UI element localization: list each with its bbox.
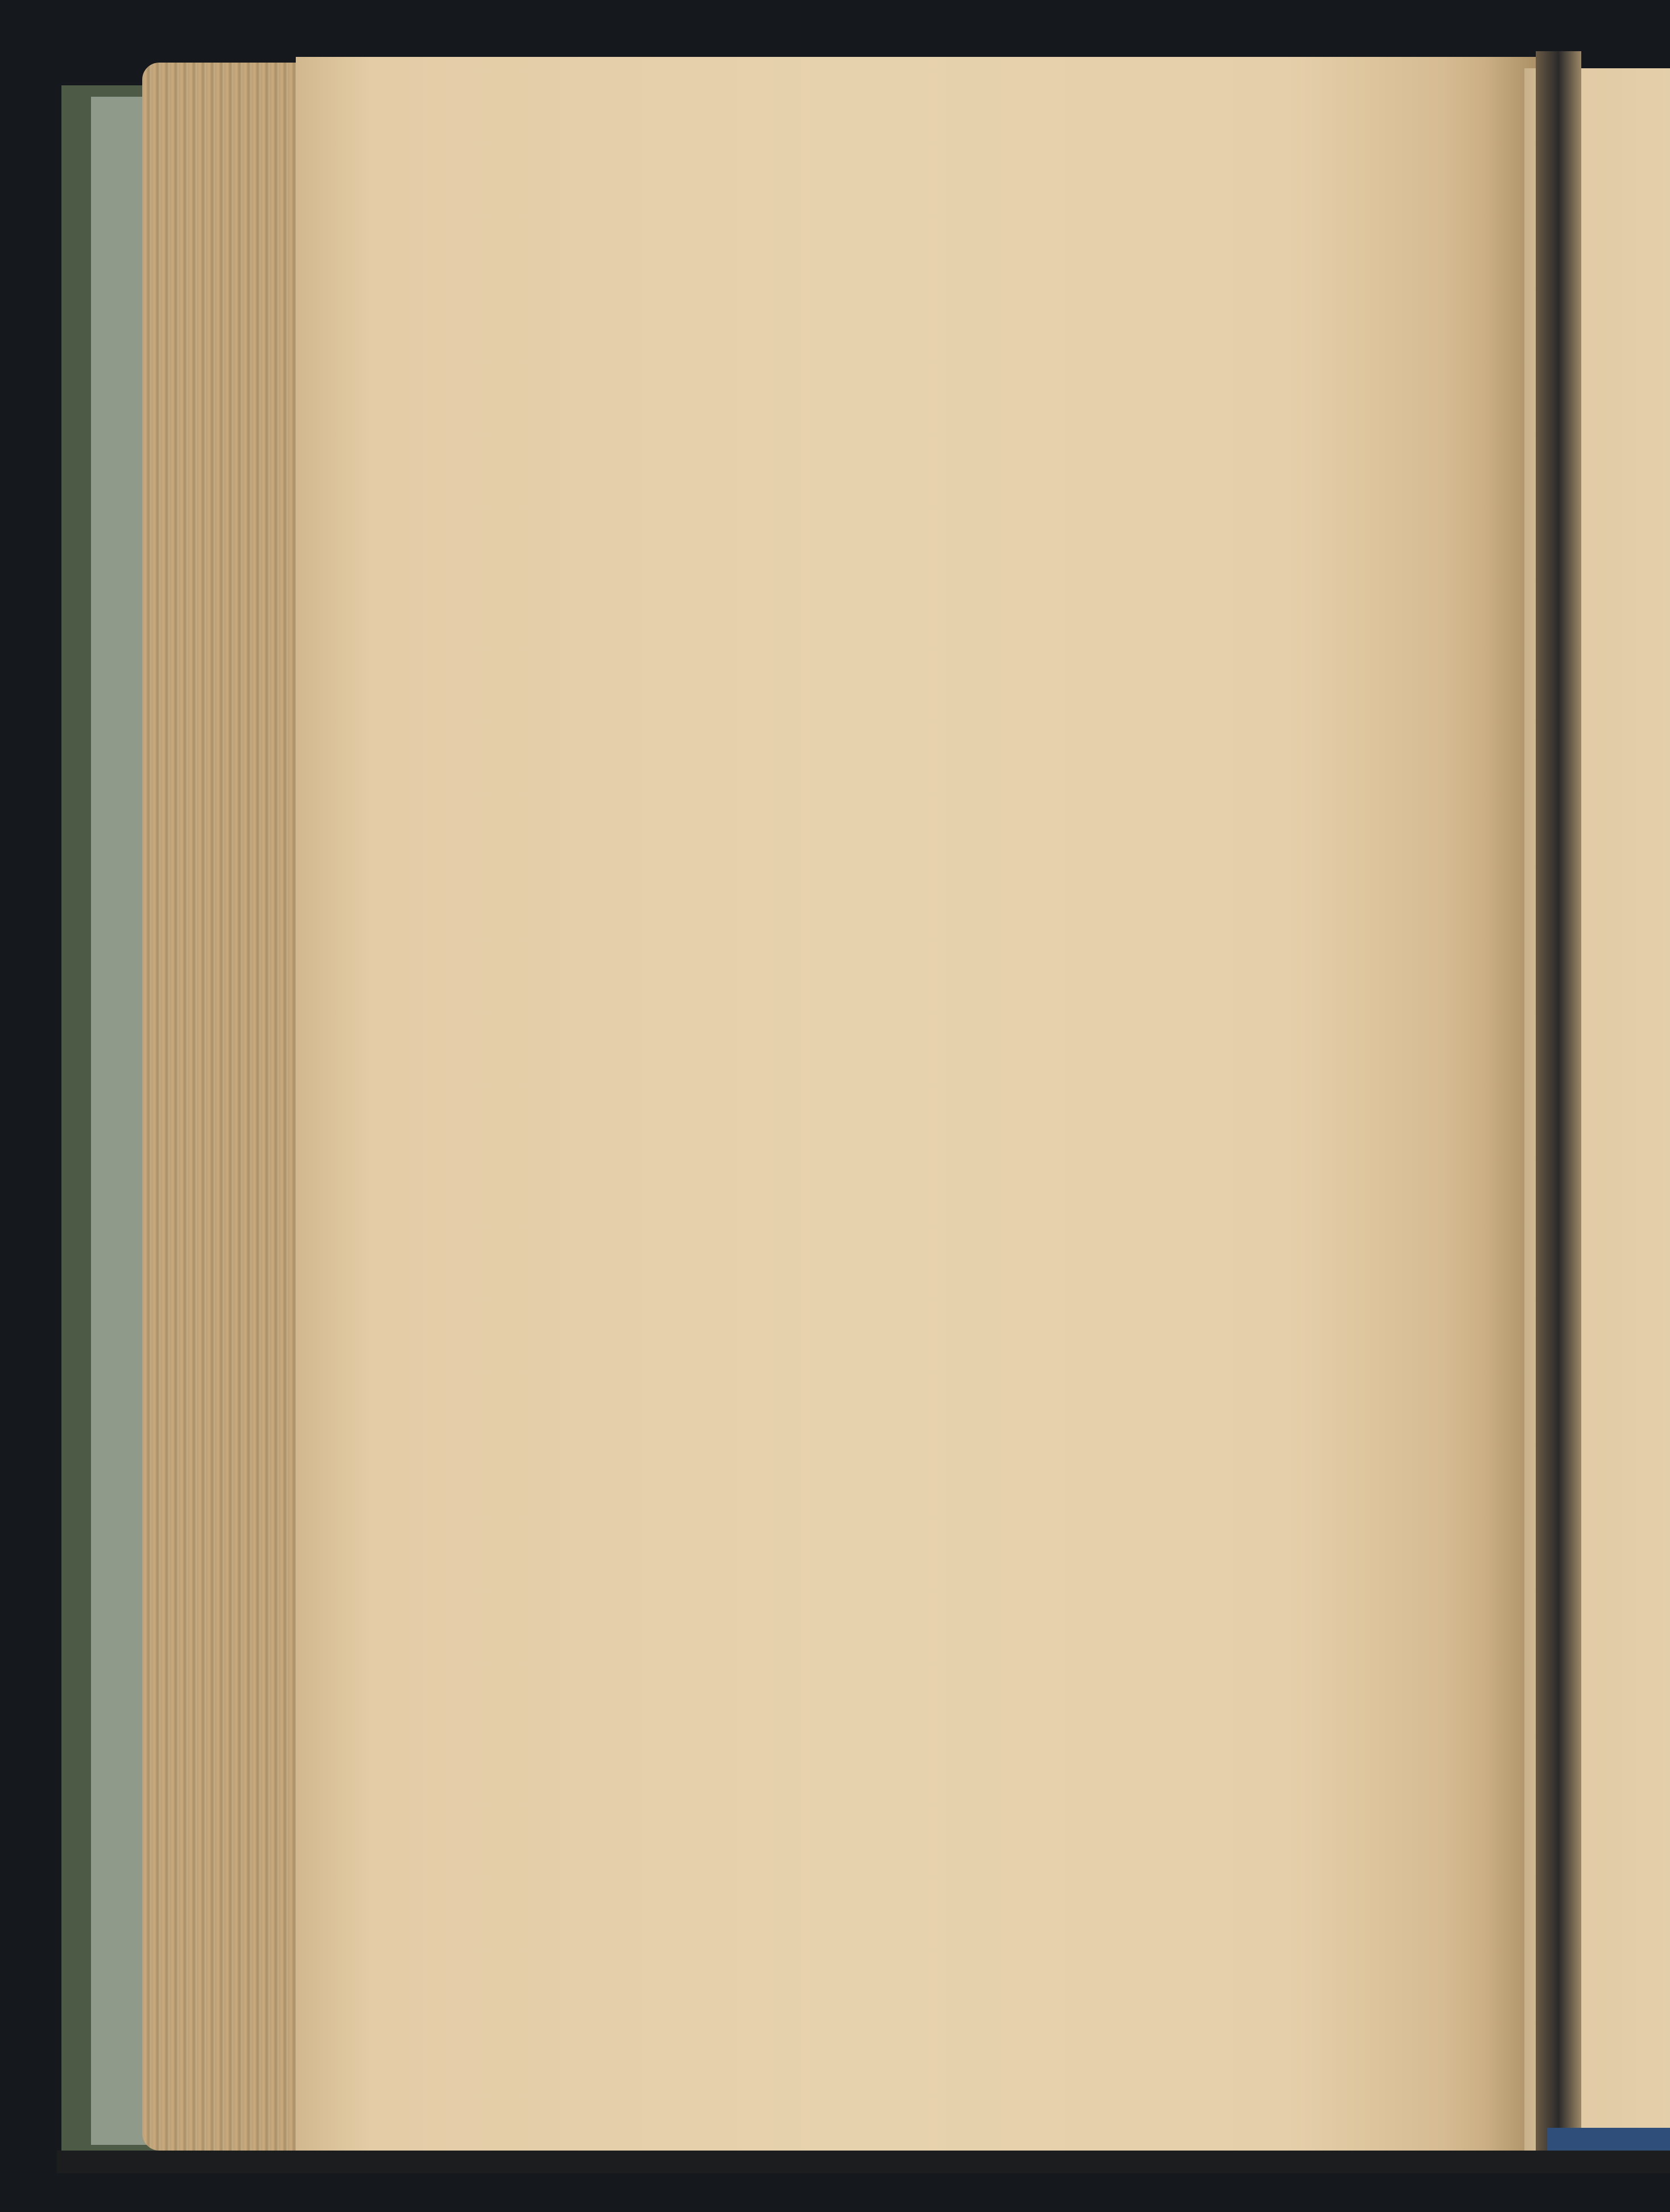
page-edges [142,63,307,2151]
bottom-shadow [57,2151,1670,2173]
left-page [296,57,1536,2162]
book-gutter [1536,51,1581,2162]
